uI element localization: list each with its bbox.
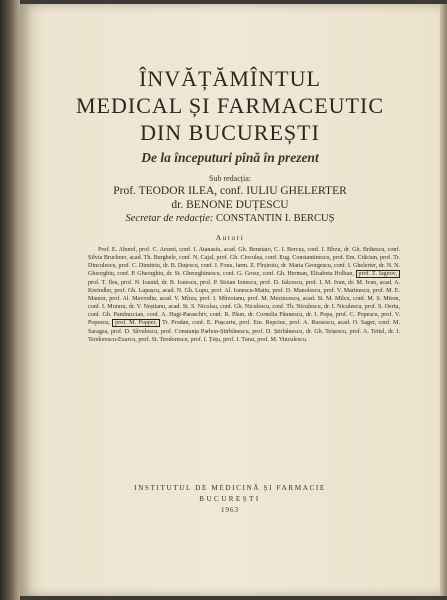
sub-redactia-label: Sub redacția: [209, 174, 251, 183]
autori-heading: Autori [215, 233, 245, 242]
page-edge [440, 4, 447, 596]
publisher-institute: INSTITUTUL DE MEDICINĂ ȘI FARMACIE [134, 484, 326, 492]
authors-part-3: Tr. Prodan, conf. E. Pușcariu, prof. Em. Repciuc, prof. A. Russescu, acad. O. Sager, conf. M. Saragea, prof. D. Săvulescu, prof. Constanța Parhon-Știrbănescu, prof. D. Știrbănescu, dr. Gh. Teișescu, prof. A. Teitel, dr. I. Teodorescu-Exarcu, prof. St. Teodorescu, prof. I. Țețu, prof. I. Turai, prof. M. Vinculescu. [88, 320, 400, 343]
subtitle: De la începuturi pînă în prezent [141, 150, 319, 165]
title-page [20, 4, 440, 596]
boxed-author-2: prof. M. Popper, [112, 319, 160, 327]
editors-line-1: Prof. TEODOR ILEA, conf. IULIU GHELERTER [113, 185, 347, 197]
authors-part-1: Prof. E. Aburel, prof. C. Arseni, conf. I. Atanasiu, acad. Gh. Benetato, C. I. Bercuș, conf. I. Bîrzu, dr. Gh. Brătescu, conf. Silvia Bruckner, acad. Th. Burghele, conf. N. Cajal, prof. Gh. Cioculea, conf. Eug. Constantinescu, prof. Em. Crăciun, prof. Tr. Dinculescu, prof. C. Dimitriu, dr. B. Duțescu, conf. I. Fonu, farm. Z. Fîrșirotu, dr. Maria Georgescu, conf. I. Ghelerter, dr. N. N. Gheorghiu, conf. P. Gheorghiu, dr. St. Gheorghinescu, conf. G. Grosz, conf. Gh. Herman, Elisabeta Holban, [88, 247, 400, 278]
book-spine [0, 0, 20, 600]
secretar-label: Secretar de redacție: [125, 213, 214, 224]
publisher-city: BUCUREȘTI [199, 495, 261, 503]
title-line-1: ÎNVĂȚĂMÎNTUL [139, 66, 321, 91]
title-line-2: MEDICAL ȘI FARMACEUTIC [75, 93, 384, 118]
authors-part-2: prof. T. Ilea, prof. N. Ioanid, dr. B. Ionescu, prof. P. Stoian Ionescu, prof. D. Isăcescu, prof. I. M. Ivan, dr. M. Ivan, acad. A. Kreindler, prof. Gh. Lupașcu, acad. N. Gh. Lupu, prof. Al. Ionescu-Matiu, prof. D. Manolescu, prof. V. Marinescu, prof. M. E. Maurer, prof. Al. Mavrodin, acad. V. Mîrza, prof. I. Mîrzoianu, prof. M. Mezincescu, acad. St. M. Milcu, conf. M. S. Miron, conf. I. Moraru, dr. V. Neștianu, acad. St. S. Nicolau, conf. Gh. Niculescu, conf. Th. Niculescu, dr. I. Niculescu, prof. S. Oeriu, conf. Gh. Pambuccian, conf. A. Hagi-Paraschiv, conf. R. Păun, dr. Cornelia Păunescu, dr. I. Popa, prof. C. Popescu, prof. V. Popescu, [88, 279, 400, 327]
title-line-3: DIN BUCUREȘTI [140, 120, 320, 145]
publisher-year: 1963 [221, 506, 239, 514]
authors-list [88, 246, 400, 344]
boxed-author-1: prof. Z. Iagnov, [356, 270, 400, 278]
editors-line-2: dr. BENONE DUȚESCU [171, 199, 289, 211]
secretar-line [40, 213, 420, 224]
secretar-name: CONSTANTIN I. BERCUȘ [216, 213, 335, 224]
